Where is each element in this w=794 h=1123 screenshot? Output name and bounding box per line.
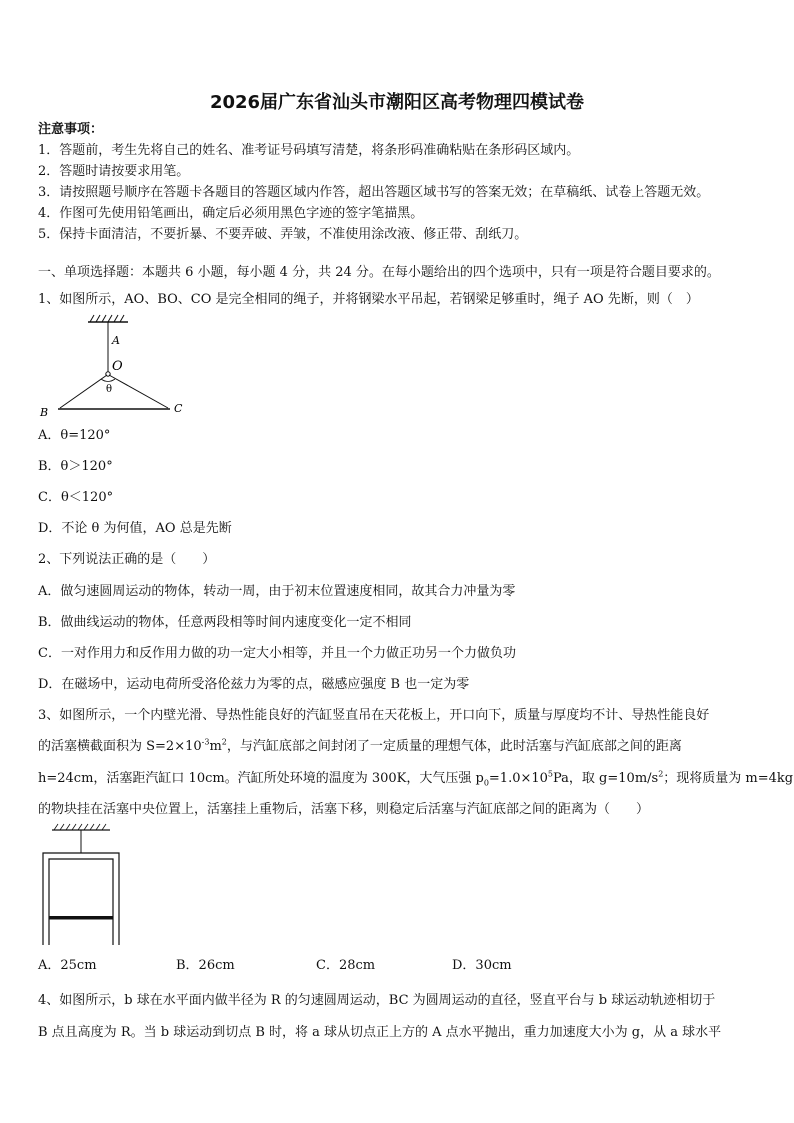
rope-co: [109, 375, 168, 408]
piston: [49, 916, 113, 920]
ceiling-hatch: [52, 824, 110, 830]
q2-option-b[interactable]: B．做曲线运动的物体，任意两段相等时间内速度变化一定不相同: [38, 615, 412, 630]
notice-item: 3．请按照题号顺序在答题卡各题目的答题区域内作答，超出答题区域书写的答案无效；在草稿纸、试卷上答题无效。: [38, 185, 710, 200]
question-2-stem: 2、下列说法正确的是（ ）: [38, 552, 216, 567]
label-c: C: [174, 402, 183, 415]
q1-option-b[interactable]: B．θ＞120°: [38, 459, 113, 474]
angle-arc: [101, 379, 115, 382]
page-title: 2026届广东省汕头市潮阳区高考物理四模试卷: [209, 92, 585, 113]
section-heading: 一、单项选择题：本题共 6 小题，每小题 4 分，共 24 分。在每小题给出的四个选项中，只有一项是符合题目要求的。: [38, 265, 720, 280]
q2-option-a[interactable]: A．做匀速圆周运动的物体，转动一周，由于初末位置速度相同，故其合力冲量为零: [38, 584, 516, 599]
rope-bo: [60, 375, 107, 408]
question-3-line: 3、如图所示，一个内壁光滑、导热性能良好的汽缸竖直吊在天花板上，开口向下，质量与厚度均不计、导热性能良好: [38, 708, 710, 723]
label-theta: θ: [106, 384, 113, 395]
label-b: B: [40, 406, 49, 419]
q3-option-d[interactable]: D．30cm: [452, 958, 512, 973]
question-3-line: h=24cm，活塞距汽缸口 10cm。汽缸所处环境的温度为 300K，大气压强 $p_0=1.0\times 10^5Pa$，取 $g=10m/s^2$；现将质量为 m=4kg: [38, 769, 794, 788]
notice-item: 4．作图可先使用铅笔画出，确定后必须用黑色字迹的签字笔描黑。: [38, 206, 424, 221]
notice-heading: 注意事项：: [38, 122, 104, 137]
label-a: A: [112, 334, 120, 347]
question-4-line: 4、如图所示，b 球在水平面内做半径为 R 的匀速圆周运动，BC 为圆周运动的直径，竖直平台与 b 球运动轨迹相切于: [38, 993, 716, 1008]
label-o: O: [112, 359, 123, 374]
q3-option-a[interactable]: A．25cm: [38, 958, 97, 973]
q3-option-b[interactable]: B．26cm: [176, 958, 235, 973]
q1-option-a[interactable]: A．θ=120°: [38, 428, 111, 443]
q2-option-c[interactable]: C．一对作用力和反作用力做的功一定大小相等，并且一个力做正功另一个力做负功: [38, 646, 516, 661]
q1-figure: [36, 310, 196, 420]
notice-item: 5．保持卡面清洁，不要折暴、不要弄破、弄皱，不准使用涂改液、修正带、刮纸刀。: [38, 227, 528, 242]
notice-item: 2．答题时请按要求用笔。: [38, 164, 190, 179]
question-3-line: 的物块挂在活塞中央位置上，活塞挂上重物后，活塞下移，则稳定后活塞与汽缸底部之间的距离为（ ）: [38, 802, 650, 817]
ceiling-hatch: [88, 315, 128, 322]
q3-cylinder-figure: [40, 822, 130, 948]
q1-option-c[interactable]: C．θ＜120°: [38, 490, 114, 505]
question-1-stem: 1、如图所示，AO、BO、CO 是完全相同的绳子，并将钢梁水平吊起，若钢梁足够重时，绳子 AO 先断，则（ ）: [38, 292, 699, 307]
q2-option-d[interactable]: D．在磁场中，运动电荷所受洛伦兹力为零的点，磁感应强度 B 也一定为零: [38, 677, 470, 692]
question-3-line: 的活塞横截面积为 $S=2\times 10^{-3}m^2$，与汽缸底部之间封闭了一定质量的理想气体，此时活塞与汽缸底部之间的距离: [38, 737, 682, 754]
q3-option-c[interactable]: C．28cm: [316, 958, 376, 973]
question-4-line: B 点且高度为 R。当 b 球运动到切点 B 时，将 a 球从切点正上方的 A 点水平抛出，重力加速度大小为 g，从 a 球水平: [38, 1025, 722, 1040]
cylinder-body: [43, 853, 119, 945]
q1-option-d[interactable]: D．不论 θ 为何值，AO 总是先断: [38, 521, 232, 536]
notice-item: 1．答题前，考生先将自己的姓名、准考证号码填写清楚，将条形码准确粘贴在条形码区域内。: [38, 143, 580, 158]
